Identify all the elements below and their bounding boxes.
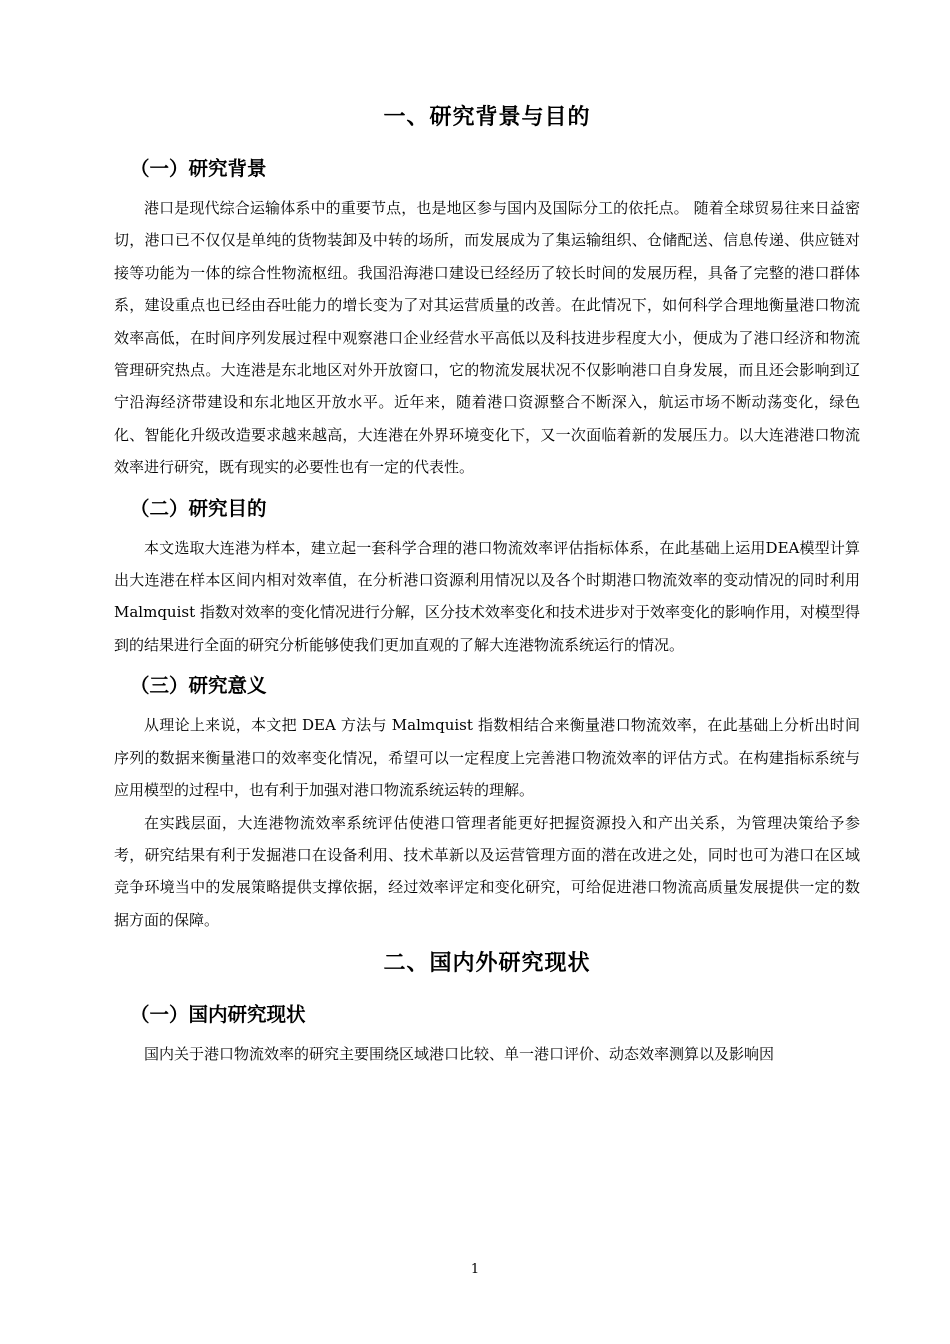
subsection-heading-research-purpose: （二）研究目的 (130, 496, 267, 520)
section-heading-2: 二、国内外研究现状 (383, 951, 591, 977)
paragraph-practical-significance: 在实践层面，大连港物流效率系统评估使港口管理者能更好把握资源投入和产出关系，为管理决策给予参考，研究结果有利于发掘港口在设备利用、技术革新以及运营管理方面的潜在改进之处，同时也可为港口在区域竞争环境当中的发展策略提供支撑依据，经过效率评定和变化研究，可给促进港口物流高质量发展提供一定的数据方面的保障。 (114, 813, 860, 929)
subsection-heading-research-background: （一）研究背景 (130, 157, 267, 180)
subsection-heading-research-significance: （三）研究意义 (130, 674, 267, 698)
section-heading-1: 一、研究背景与目的 (383, 105, 591, 130)
paragraph-theoretical-significance: 从理论上来说，本文把 DEA 方法与 Malmquist 指数相结合来衡量港口物流效率，在此基础上分析出时间序列的数据来衡量港口的效率变化情况，希望可以一定程度上完善港口物流效率的评估方式。在构建指标系统与应用模型的过程中，也有利于加强对港口物流系统运转的理解。 (114, 716, 860, 800)
page-content (114, 98, 860, 1071)
subsection-heading-domestic-status: （一）国内研究现状 (130, 1003, 306, 1027)
paragraph-research-background: 港口是现代综合运输体系中的重要节点，也是地区参与国内及国际分工的依托点。 随着全球贸易往来日益密切，港口已不仅仅是单纯的货物装卸及中转的场所，而发展成为了集运输组织、仓储配送、信息传递、供应链对接等功能为一体的综合性物流枢纽。我国沿海港口建设已经经历了较长时间的发展历程，具备了完整的港口群体系，建设重点也已经由吞吐能力的增长变为了对其运营质量的改善。在此情况下，如何科学合理地衡量港口物流效率高低，在时间序列发展过程中观察港口企业经营水平高低以及科技进步程度大小，便成为了港口经济和物流管理研究热点。大连港是东北地区对外开放窗口，它的物流发展状况不仅影响港口自身发展，而且还会影响到辽宁沿海经济带建设和东北地区开放水平。近年来，随着港口资源整合不断深入，航运市场不断动荡变化，绿色化、智能化升级改造要求越来越高，大连港在外界环境变化下，又一次面临着新的发展压力。以大连港港口物流效率进行研究，既有现实的必要性也有一定的代表性。 (114, 199, 860, 477)
paragraph-domestic-status: 国内关于港口物流效率的研究主要围绕区域港口比较、单一港口评价、动态效率测算以及影响因 (144, 1045, 775, 1064)
paragraph-research-purpose: 本文选取大连港为样本，建立起一套科学合理的港口物流效率评估指标体系，在此基础上运用DEA模型计算出大连港在样本区间内相对效率值，在分析港口资源利用情况以及各个时期港口物流效率的变动情况的同时利用 Malmquist 指数对效率的变化情况进行分解，区分技术效率变化和技术进步对于效率变化的影响作用，对模型得到的结果进行全面的研究分析能够使我们更加直观的了解大连港物流系统运行的情况。 (114, 538, 860, 654)
page-number: 1 (470, 1262, 480, 1277)
